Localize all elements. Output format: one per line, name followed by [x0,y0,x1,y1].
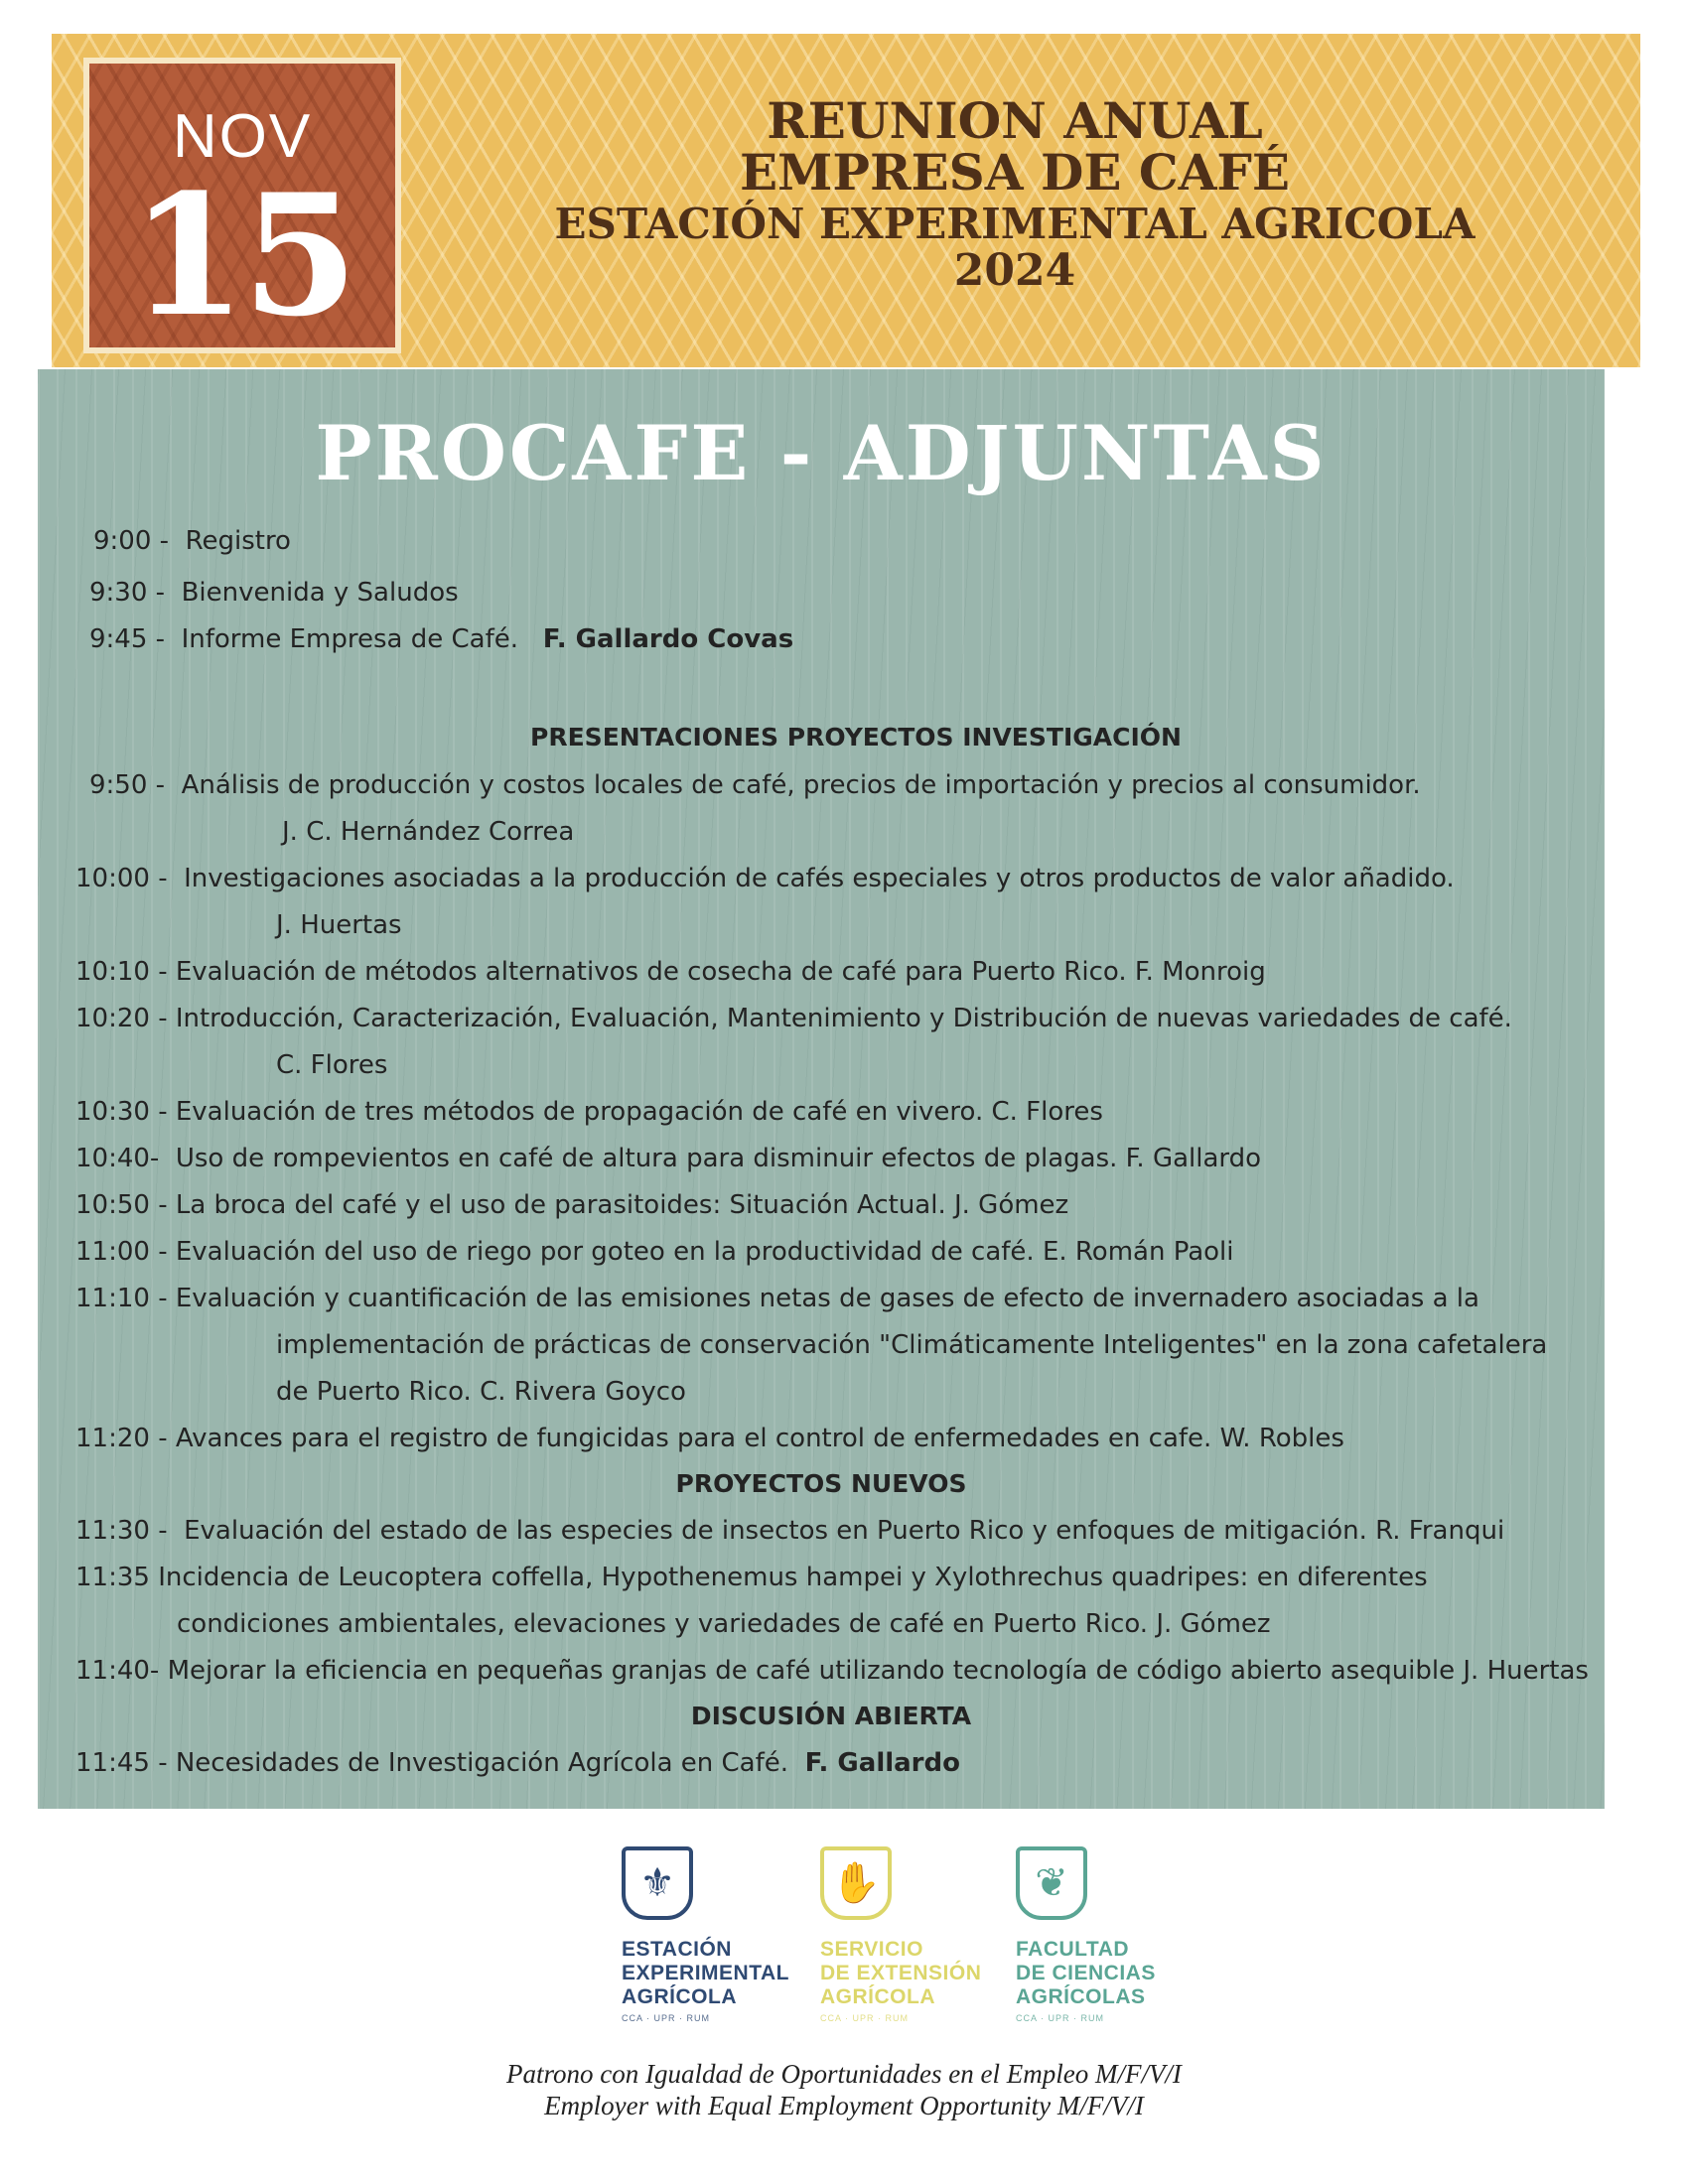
agenda-time: 11:00 - [75,1237,168,1267]
agenda-list [38,369,1605,1809]
agenda-time: 11:10 - [75,1284,168,1313]
agenda-text: Evaluación de métodos alternativos de cosecha de café para Puerto Rico. F. Monroig [175,957,1266,987]
agenda-text: Uso de rompevientos en café de altura para disminuir efectos de plagas. F. Gallardo [175,1144,1262,1173]
agenda-continuation: J. C. Hernández Correa [282,817,575,847]
header-banner [52,34,1640,367]
agenda-text: Evaluación de tres métodos de propagación de café en vivero. C. Flores [175,1097,1103,1127]
agenda-item [93,524,291,558]
agenda-item [75,1746,960,1780]
section-heading: PROYECTOS NUEVOS [675,1469,967,1498]
agenda-item [75,1002,1512,1035]
agenda-text: Evaluación y cuantificación de las emisiones netas de gases de efecto de invernadero asociadas a la [175,1284,1479,1313]
logo-line: SERVICIO [820,1938,923,1961]
logo-text [622,1938,830,2009]
leaf-shield-icon: ❦ [1016,1846,1087,1920]
agenda-item [75,1142,1261,1175]
logo-text [1016,1938,1224,2009]
logo-subtext: CCA · UPR · RUM [1016,2013,1104,2023]
footer-eeo-spanish: Patrono con Igualdad de Oportunidades en el Empleo M/F/V/I [506,2059,1182,2089]
agenda-item [75,1188,1068,1222]
agenda-text: La broca del café y el uso de parasitoides: Situación Actual. J. Gómez [175,1190,1069,1220]
agenda-item [75,1235,1234,1269]
agenda-speaker: F. Gallardo Covas [542,624,794,654]
agenda-item [89,622,793,656]
event-organizer: ESTACIÓN EXPERIMENTAL AGRICOLA [554,200,1476,248]
agenda-time: 9:30 - [89,578,166,608]
logo-subtext: CCA · UPR · RUM [622,2013,710,2023]
agenda-item [89,768,1421,802]
logo-line: AGRÍCOLA [622,1985,737,2008]
agenda-time: 11:45 - [75,1748,168,1778]
logo-facultad-ciencias [1016,1846,1224,2023]
agenda-item [89,576,459,610]
agenda-continuation: de Puerto Rico. C. Rivera Goyco [276,1377,686,1407]
logo-text [820,1938,1029,2009]
agenda-continuation: C. Flores [276,1050,388,1080]
date-day: 15 [130,157,354,353]
agenda-item [75,1514,1504,1548]
agenda-text: Necesidades de Investigación Agrícola en Café. [175,1748,789,1778]
logo-line: AGRÍCOLA [820,1985,935,2008]
agenda-text: Mejorar la eficiencia en pequeñas granjas de café utilizando tecnología de código abierto asequible J. Huertas [167,1656,1589,1686]
date-month: NOV [172,102,313,171]
agenda-text: Introducción, Caracterización, Evaluación, Mantenimiento y Distribución de nuevas variedades de café. [175,1004,1512,1033]
tree-shield-icon: ⚜ [622,1846,693,1920]
agenda-text: Evaluación del estado de las especies de insectos en Puerto Rico y enfoques de mitigación. R. Franqui [184,1516,1505,1546]
agenda-time: 10:10 - [75,957,168,987]
event-year: 2024 [953,245,1076,296]
agenda-time: 11:35 [75,1563,150,1592]
agenda-item [75,1561,1428,1594]
logo-line: ESTACIÓN [622,1938,732,1961]
logo-estacion-experimental [622,1846,830,2023]
agenda-item [75,1654,1589,1688]
agenda-text: Investigaciones asociadas a la producción de cafés especiales y otros productos de valor añadido. [184,864,1455,893]
agenda-time: 9:50 - [89,770,166,800]
logo-line: DE EXTENSIÓN [820,1962,982,1984]
agenda-text: Análisis de producción y costos locales de café, precios de importación y precios al consumidor. [181,770,1421,800]
agenda-time: 10:00 - [75,864,168,893]
agenda-text: Bienvenida y Saludos [181,578,459,608]
agenda-time: 10:40- [75,1144,160,1173]
agenda-continuation: J. Huertas [276,910,402,940]
event-subtitle: EMPRESA DE CAFÉ [739,143,1291,202]
footer-eeo-english: Employer with Equal Employment Opportunity M/F/V/I [544,2091,1144,2120]
logo-line: FACULTAD [1016,1938,1130,1961]
logo-line: DE CIENCIAS [1016,1962,1156,1984]
agenda-panel [38,369,1605,1809]
logo-line: AGRÍCOLAS [1016,1985,1146,2008]
agenda-time: 9:00 - [93,526,170,556]
agenda-text: Avances para el registro de fungicidas para el control de enfermedades en cafe. W. Robles [175,1424,1344,1453]
agenda-item [75,862,1455,895]
agenda-time: 11:20 - [75,1424,168,1453]
logo-line: EXPERIMENTAL [622,1962,789,1984]
agenda-time: 10:20 - [75,1004,168,1033]
agenda-time: 10:50 - [75,1190,168,1220]
agenda-text: Registro [185,526,291,556]
logo-servicio-extension [820,1846,1029,2023]
section-heading: PRESENTACIONES PROYECTOS INVESTIGACIÓN [530,723,1182,751]
agenda-time: 10:30 - [75,1097,168,1127]
section-heading: DISCUSIÓN ABIERTA [690,1702,972,1730]
agenda-continuation: implementación de prácticas de conservación "Climáticamente Inteligentes" en la zona cafetalera [276,1330,1548,1360]
agenda-speaker: F. Gallardo [804,1748,960,1778]
agenda-time: 11:30 - [75,1516,168,1546]
event-title: REUNION ANUAL [767,91,1263,150]
panel-title: PROCAFE - ADJUNTAS [315,409,1328,497]
agenda-time: 9:45 - [89,624,166,654]
handshake-shield-icon: ✋ [820,1846,892,1920]
agenda-item [75,1422,1344,1455]
logo-subtext: CCA · UPR · RUM [820,2013,909,2023]
agenda-text: Informe Empresa de Café. [181,624,518,654]
date-badge [87,62,397,353]
agenda-text: Incidencia de Leucoptera coffella, Hypothenemus hampei y Xylothrechus quadripes: en diferentes [158,1563,1428,1592]
agenda-text: Evaluación del uso de riego por goteo en la productividad de café. E. Román Paoli [175,1237,1234,1267]
agenda-item [75,955,1266,989]
agenda-item [75,1095,1103,1129]
agenda-item [75,1282,1479,1315]
agenda-time: 11:40- [75,1656,160,1686]
agenda-continuation: condiciones ambientales, elevaciones y variedades de café en Puerto Rico. J. Gómez [177,1609,1271,1639]
